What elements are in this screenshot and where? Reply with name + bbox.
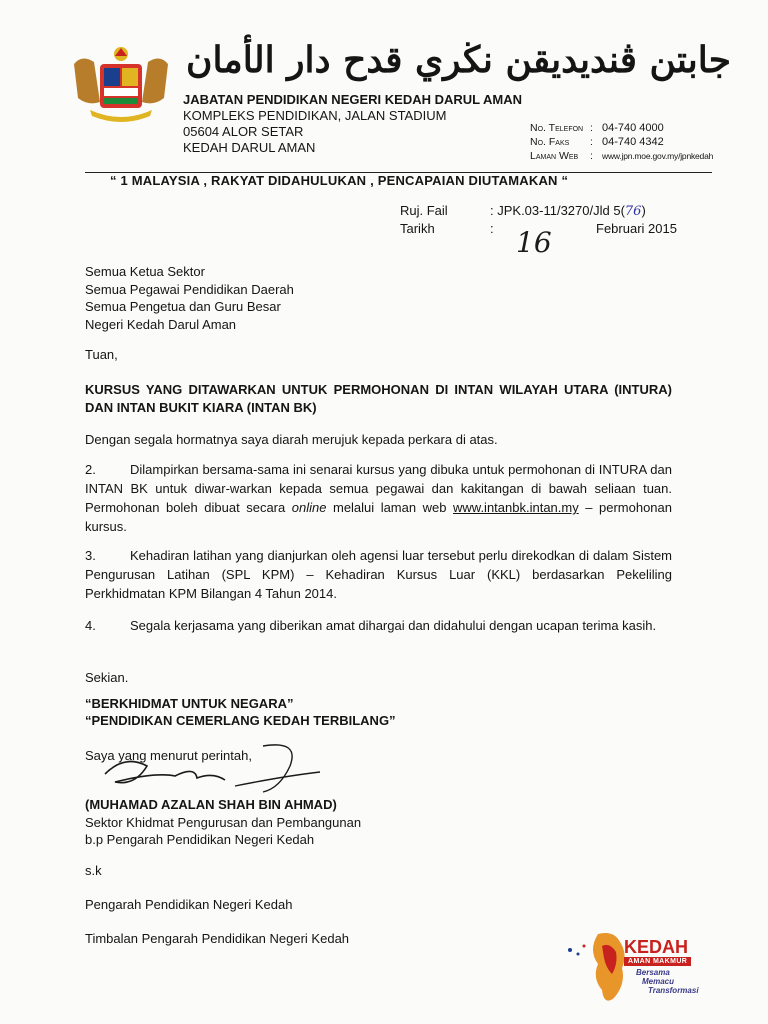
paragraph-number: 4. — [85, 618, 96, 633]
paragraph-number: 2. — [85, 462, 96, 477]
kedah-logo-band: AMAN MAKMUR — [624, 957, 691, 966]
ruj-close: ) — [641, 203, 646, 218]
tarikh-month-year: Februari 2015 — [596, 221, 677, 236]
paragraph-italic: online — [291, 500, 327, 515]
recipient-line: Semua Ketua Sektor — [85, 264, 205, 279]
contact-value: 04-740 4000 — [602, 122, 664, 134]
paragraph-text: – permohonan kursus. — [85, 500, 673, 534]
tagline-line: Transformasi — [648, 986, 699, 995]
jawi-letterhead: جابتن ڤنديديقن نڬري قدح دار الأمان — [186, 39, 732, 81]
paragraph-text: Dilampirkan bersama-sama ini senarai kursus yang dibuka untuk permohonan di INTURA dan INTAN BK untuk diwar-warkan kepada semua pegawai dan kakitangan di bawah seliaan tuan. Permohonan boleh dibuat secara — [85, 462, 672, 515]
cc-item: Pengarah Pendidikan Negeri Kedah — [85, 897, 293, 912]
motto-1: “BERKHIDMAT UNTUK NEGARA” — [85, 696, 294, 711]
recipient-line: Semua Pegawai Pendidikan Daerah — [85, 281, 294, 297]
subject-heading: KURSUS YANG DITAWARKAN UNTUK PERMOHONAN DI INTAN WILAYAH UTARA (INTURA) DAN INTAN BUKIT KIARA (INTAN BK) — [85, 382, 672, 415]
sekian: Sekian. — [85, 670, 129, 685]
tarikh-label: Tarikh — [400, 221, 435, 236]
position-line: Sektor Khidmat Pengurusan dan Pembangunan — [85, 815, 362, 830]
tarikh-colon: : — [490, 221, 494, 236]
recipient-line: Negeri Kedah Darul Aman — [85, 316, 237, 332]
paragraph-text: Segala kerjasama yang diberikan amat dihargai dan didahului dengan ucapan terima kasih. — [130, 618, 657, 633]
cc-item: Timbalan Pengarah Pendidikan Negeri Kedah — [85, 931, 350, 946]
ruj-value: : JPK.03-11/3270/Jld 5( — [490, 203, 625, 218]
website-link[interactable]: www.jpn.moe.gov.my/jpnkedah — [602, 151, 714, 161]
paragraph-text: melalui laman web — [326, 500, 453, 515]
paragraph-1: Dengan segala hormatnya saya diarah merujuk kepada perkara di atas. — [85, 432, 498, 447]
paragraph-4 — [85, 616, 672, 635]
intan-link[interactable]: www.intanbk.intan.my — [453, 500, 579, 515]
slogan: “ 1 MALAYSIA , RAKYAT DIDAHULUKAN , PENCAPAIAN DIUTAMAKAN “ — [110, 173, 569, 188]
ruj-handwritten: 76 — [624, 204, 642, 219]
cc-label: s.k — [85, 863, 102, 878]
signatory-position — [85, 814, 361, 848]
organization-name: JABATAN PENDIDIKAN NEGERI KEDAH DARUL AMAN — [183, 92, 522, 107]
salutation: Tuan, — [85, 347, 118, 362]
address-line: 05604 ALOR SETAR — [183, 124, 304, 139]
contact-value: 04-740 4342 — [602, 136, 664, 148]
paragraph-number: 3. — [85, 548, 96, 563]
paragraph-3 — [85, 546, 672, 603]
recipient-line: Semua Pengetua dan Guru Besar — [85, 299, 281, 314]
position-line: b.p Pengarah Pendidikan Negeri Kedah — [85, 832, 315, 847]
signature-intro: Saya yang menurut perintah, — [85, 748, 252, 763]
reference-block — [400, 202, 677, 259]
address-line: KOMPLEKS PENDIDIKAN, JALAN STADIUM — [183, 108, 447, 123]
tagline-line: Bersama — [636, 968, 670, 977]
address-line: KEDAH DARUL AMAN — [183, 140, 316, 155]
contact-label: Laman Web — [530, 150, 579, 162]
recipients-block — [85, 263, 294, 333]
paragraph-2 — [85, 460, 672, 536]
coat-of-arms-icon — [70, 44, 172, 126]
paragraph-text: Kehadiran latihan yang dianjurkan oleh agensi luar tersebut perlu direkodkan di dalam Sistem Pengurusan Latihan (SPL KPM) – Kehadiran Kursus Luar (KKL) berdasarkan Pekeliling Perkhidmatan KPM Bilangan 4 Tahun 2014. — [85, 548, 672, 601]
kedah-logo-tagline — [636, 968, 699, 995]
kedah-logo-name: KEDAH — [624, 937, 689, 957]
contact-block: No. Telefon : 04-740 4000 No. Faks : 04-740 4342 Laman Web : www.jpn.moe.gov.my/jpnkedah — [530, 122, 714, 162]
ruj-label: Ruj. Fail — [400, 203, 448, 218]
motto-2: “PENDIDIKAN CEMERLANG KEDAH TERBILANG” — [85, 713, 396, 728]
tarikh-day-handwritten: 16 — [516, 226, 552, 259]
organization-block — [183, 92, 522, 156]
contact-label: No. Faks — [530, 136, 570, 148]
contact-label: No. Telefon — [530, 122, 584, 134]
signatory-name: (MUHAMAD AZALAN SHAH BIN AHMAD) — [85, 797, 337, 812]
tagline-line: Memacu — [642, 977, 675, 986]
